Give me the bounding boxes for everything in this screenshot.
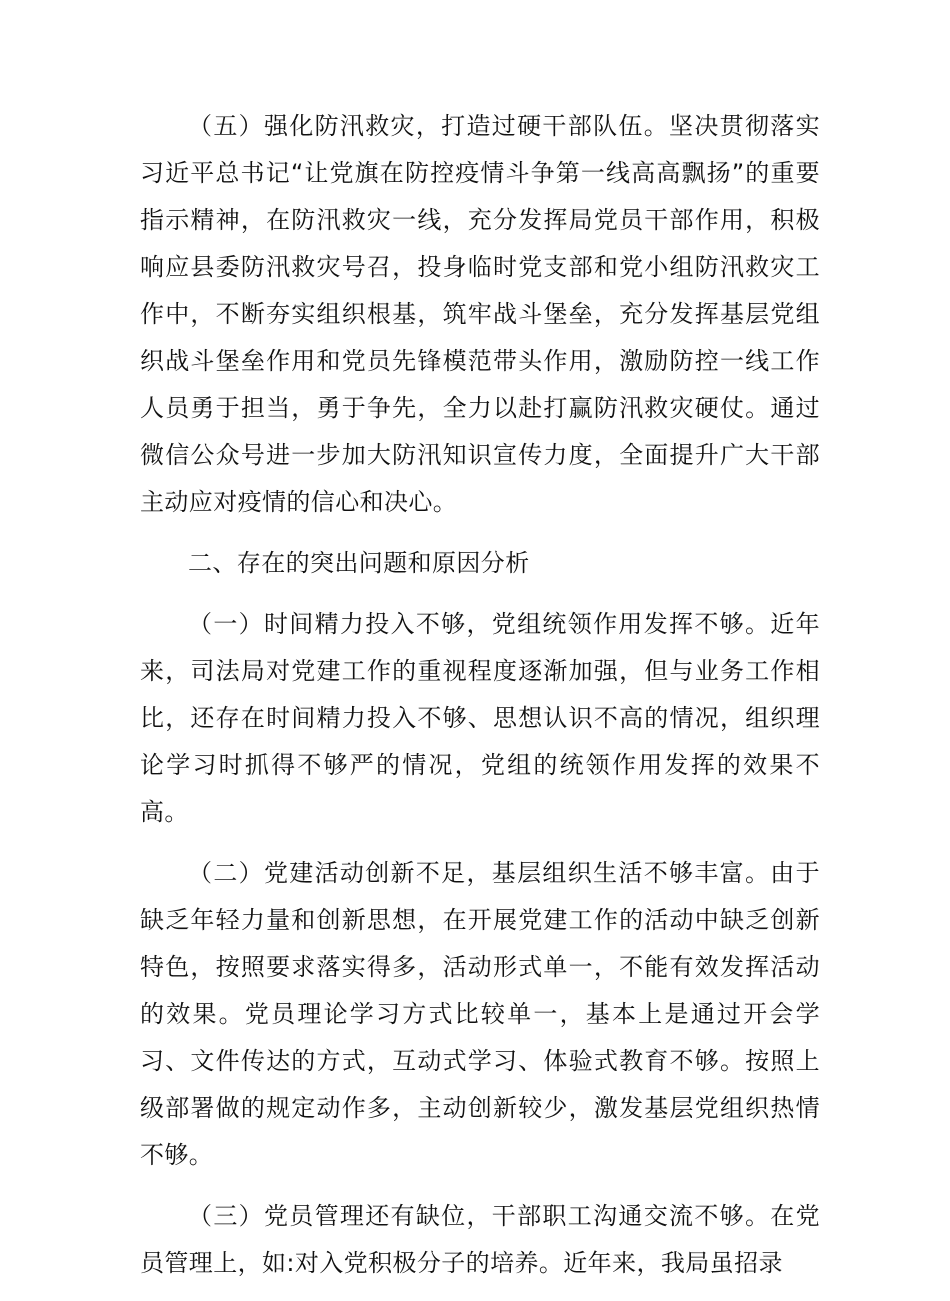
paragraph-flood-relief: （五）强化防汛救灾，打造过硬干部队伍。坚决贯彻落实习近平总书记“让党旗在防控疫情斗争第一线高高飘扬”的重要指示精神，在防汛救灾一线，充分发挥局党员干部作用，积极响应县委防汛救灾号召，投身临时党支部和党小组防汛救灾工作中，不断夯实组织根基，筑牢战斗堡垒，充分发挥基层党组织战斗堡垒作用和党员先锋模范带头作用，激励防控一线工作人员勇于担当，勇于争先，全力以赴打赢防汛救灾硬仗。通过微信公众号进一步加大防汛知识宣传力度，全面提升广大干部主动应对疫情的信心和决心。 bbox=[140, 112, 820, 516]
section-heading-problems: 二、存在的突出问题和原因分析 bbox=[188, 549, 530, 577]
document-body bbox=[140, 103, 820, 1301]
paragraph-time-energy: （一）时间精力投入不够，党组统领作用发挥不够。近年来，司法局对党建工作的重视程度逐渐加强，但与业务工作相比，还存在时间精力投入不够、思想认识不高的情况，组织理论学习时抓得不够严的情况，党组的统领作用发挥的效果不高。 bbox=[140, 610, 820, 826]
paragraph-activity-innovation: （二）党建活动创新不足，基层组织生活不够丰富。由于缺乏年轻力量和创新思想，在开展党建工作的活动中缺乏创新特色，按照要求落实得多，活动形式单一，不能有效发挥活动的效果。党员理论学习方式比较单一，基本上是通过开会学习、文件传达的方式，互动式学习、体验式教育不够。按照上级部署做的规定动作多，主动创新较少，激发基层党组织热情不够。 bbox=[140, 859, 820, 1169]
paragraph-member-management: （三）党员管理还有缺位，干部职工沟通交流不够。在党员管理上，如:对入党积极分子的培养。近年来，我局虽招录 bbox=[140, 1202, 820, 1277]
